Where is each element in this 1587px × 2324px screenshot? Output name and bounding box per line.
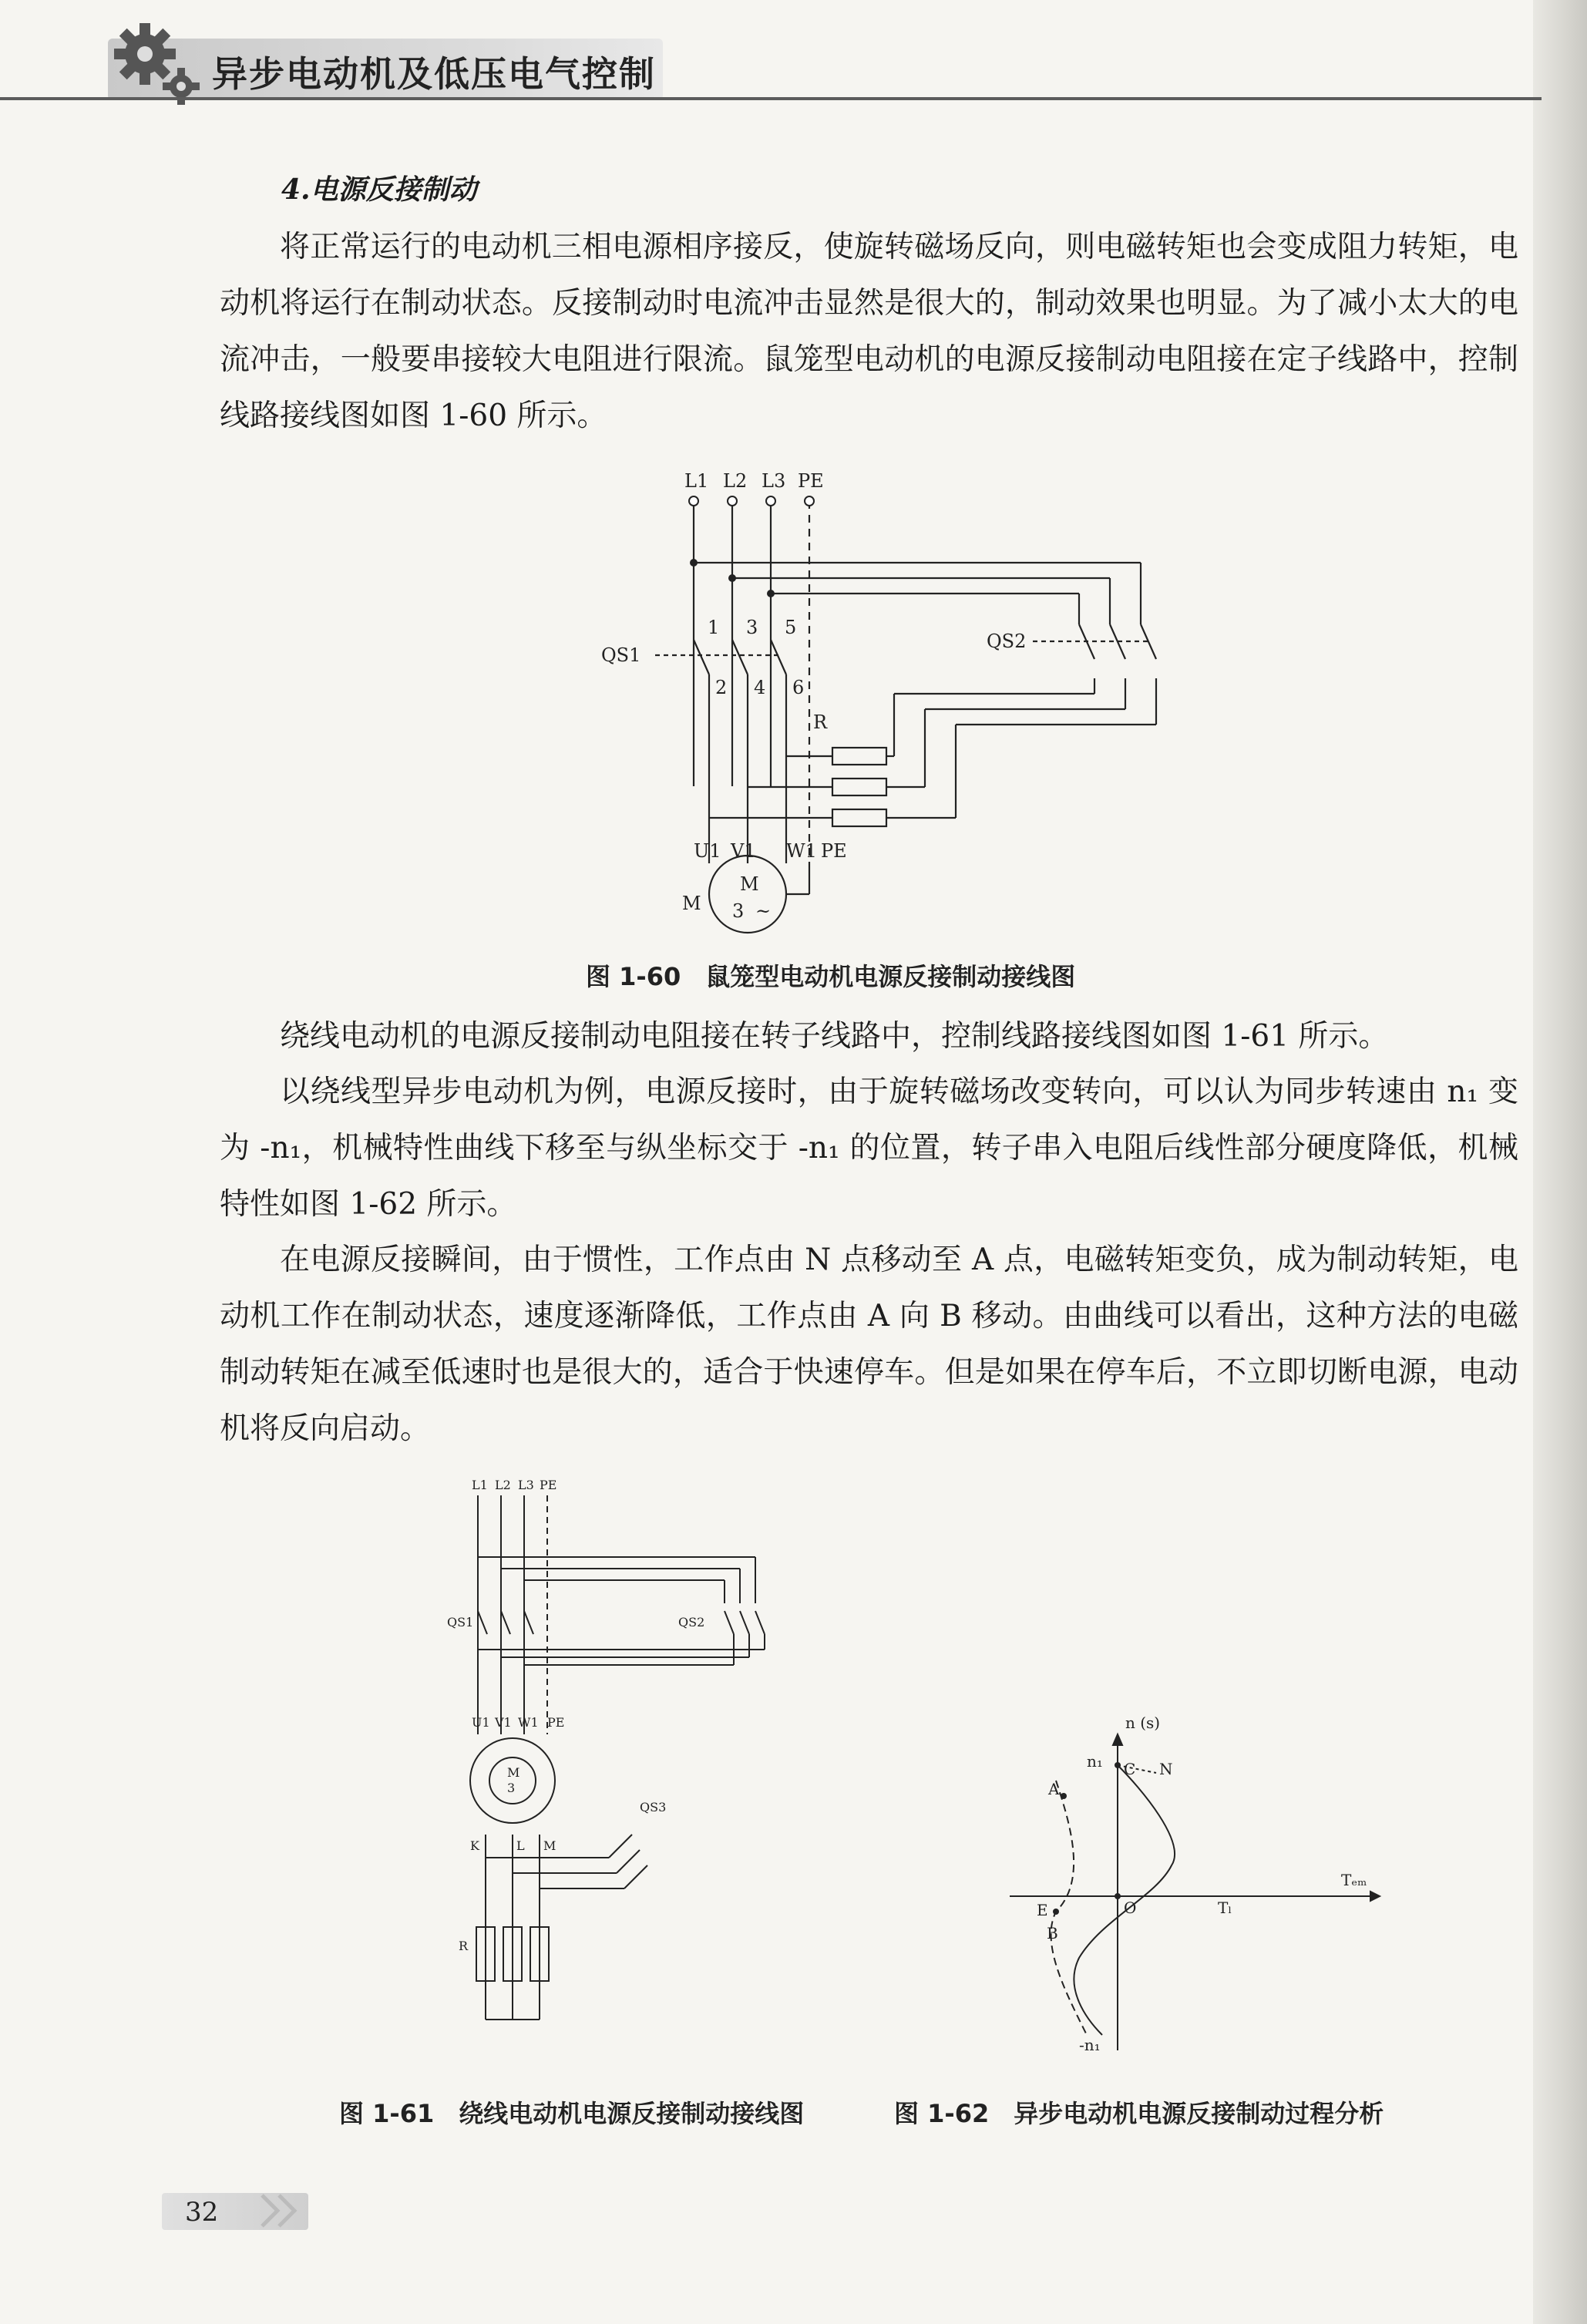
label-l1: L1 xyxy=(472,1478,488,1492)
header-divider xyxy=(0,97,1542,100)
label-t4: 4 xyxy=(754,677,766,698)
label-t1: 1 xyxy=(708,617,720,638)
label-qs2: QS2 xyxy=(678,1615,705,1629)
figure-1-60-caption: 图 1-60 鼠笼型电动机电源反接制动接线图 xyxy=(586,962,1076,991)
double-chevron-icon xyxy=(254,2189,308,2232)
label-qs1: QS1 xyxy=(601,644,641,666)
label-r: R xyxy=(459,1939,469,1953)
label-l3: L3 xyxy=(518,1478,534,1492)
label-l2: L2 xyxy=(723,470,748,492)
label-t5: 5 xyxy=(785,617,797,638)
label-u1: U1 xyxy=(472,1715,490,1730)
motor-symbol-3: 3 xyxy=(732,900,745,922)
label-u1: U1 xyxy=(694,840,721,862)
label-v1: V1 xyxy=(731,840,756,862)
paragraph-2: 绕线电动机的电源反接制动电阻接在转子线路中，控制线路接线图如图 1-61 所示。 xyxy=(280,1019,1389,1054)
label-e: E xyxy=(1037,1901,1048,1919)
section-title: 4.电源反接制动 xyxy=(281,173,477,206)
label-qs1: QS1 xyxy=(447,1615,474,1629)
book-spine-shadow xyxy=(1533,0,1587,2324)
figure-1-62-caption: 图 1-62 异步电动机电源反接制动过程分析 xyxy=(894,2099,1384,2128)
label-v1: V1 xyxy=(495,1715,512,1730)
chapter-title: 异步电动机及低压电气控制 xyxy=(212,53,656,95)
figure-1-62-mechanical-characteristic xyxy=(994,1711,1395,2066)
label-pe-motor: PE xyxy=(547,1715,565,1730)
label-l2: L2 xyxy=(495,1478,511,1492)
label-r: R xyxy=(813,711,828,733)
label-pe-motor: PE xyxy=(821,840,847,862)
label-t3: 3 xyxy=(746,617,758,638)
paragraph-4: 在电源反接瞬间，由于惯性，工作点由 N 点移动至 A 点，电磁转矩变负，成为制动转矩，电动机工作在制动状态，速度逐渐降低，工作点由 A 向 B 移动。由曲线可以看出，这种方法的电磁制动转矩在减至低速时也是很大的，适合于快速停车。但是如果在停车后，不立即切断电源，电动机将反向启动。 xyxy=(220,1243,1518,1446)
label-l: L xyxy=(516,1838,525,1853)
label-n: n (s) xyxy=(1125,1714,1161,1732)
figure-1-61-circuit-diagram xyxy=(447,1472,825,2043)
figure-1-61-caption: 图 1-61 绕线电动机电源反接制动接线图 xyxy=(339,2099,805,2128)
paragraph-3: 以绕线型异步电动机为例，电源反接时，由于旋转磁场改变转向，可以认为同步转速由 n₁ 变为 -n₁，机械特性曲线下移至与纵坐标交于 -n₁ 的位置，转子串入电阻后线性部分硬度降低，机械特性如图 1-62 所示。 xyxy=(220,1075,1518,1222)
label-l1: L1 xyxy=(684,470,709,492)
label-pe: PE xyxy=(798,470,824,492)
label-tem: Tₑₘ xyxy=(1341,1871,1367,1889)
label-t2: 2 xyxy=(715,677,728,698)
motor-symbol-m: M xyxy=(507,1765,520,1780)
label-neg-n1: -n₁ xyxy=(1079,2036,1101,2054)
label-w1: W1 xyxy=(786,840,817,862)
figure-1-60-circuit-diagram xyxy=(601,462,1202,940)
paragraph-1: 将正常运行的电动机三相电源相序接反，使旋转磁场反向，则电磁转矩也会变成阻力转矩，电动机将运行在制动状态。反接制动时电流冲击显然是很大的，制动效果也明显。为了减小太大的电流冲击，一般要串接较大电阻进行限流。鼠笼型电动机的电源反接制动电阻接在定子线路中，控制线路接线图如图 1-60 所示。 xyxy=(220,230,1518,433)
label-o: O xyxy=(1124,1899,1137,1917)
motor-symbol-3: 3 xyxy=(507,1781,516,1795)
motor-symbol-ac: ~ xyxy=(755,900,772,922)
label-m: M xyxy=(543,1838,556,1853)
label-m-outer: M xyxy=(682,893,701,914)
motor-symbol-m: M xyxy=(740,873,759,895)
label-qs3: QS3 xyxy=(640,1800,667,1814)
label-l3: L3 xyxy=(762,470,786,492)
gear-icon xyxy=(108,15,216,116)
label-c: C xyxy=(1124,1760,1136,1778)
label-qs2: QS2 xyxy=(987,631,1027,652)
label-a: A xyxy=(1048,1780,1060,1798)
page-number: 32 xyxy=(185,2197,219,2228)
label-b: B xyxy=(1047,1924,1058,1942)
label-tl: Tₗ xyxy=(1218,1899,1232,1917)
label-w1: W1 xyxy=(518,1715,539,1730)
label-t6: 6 xyxy=(792,677,805,698)
label-nn: N xyxy=(1159,1760,1173,1778)
label-k: K xyxy=(470,1838,479,1853)
label-n1: n₁ xyxy=(1087,1752,1103,1771)
label-pe: PE xyxy=(540,1478,557,1492)
